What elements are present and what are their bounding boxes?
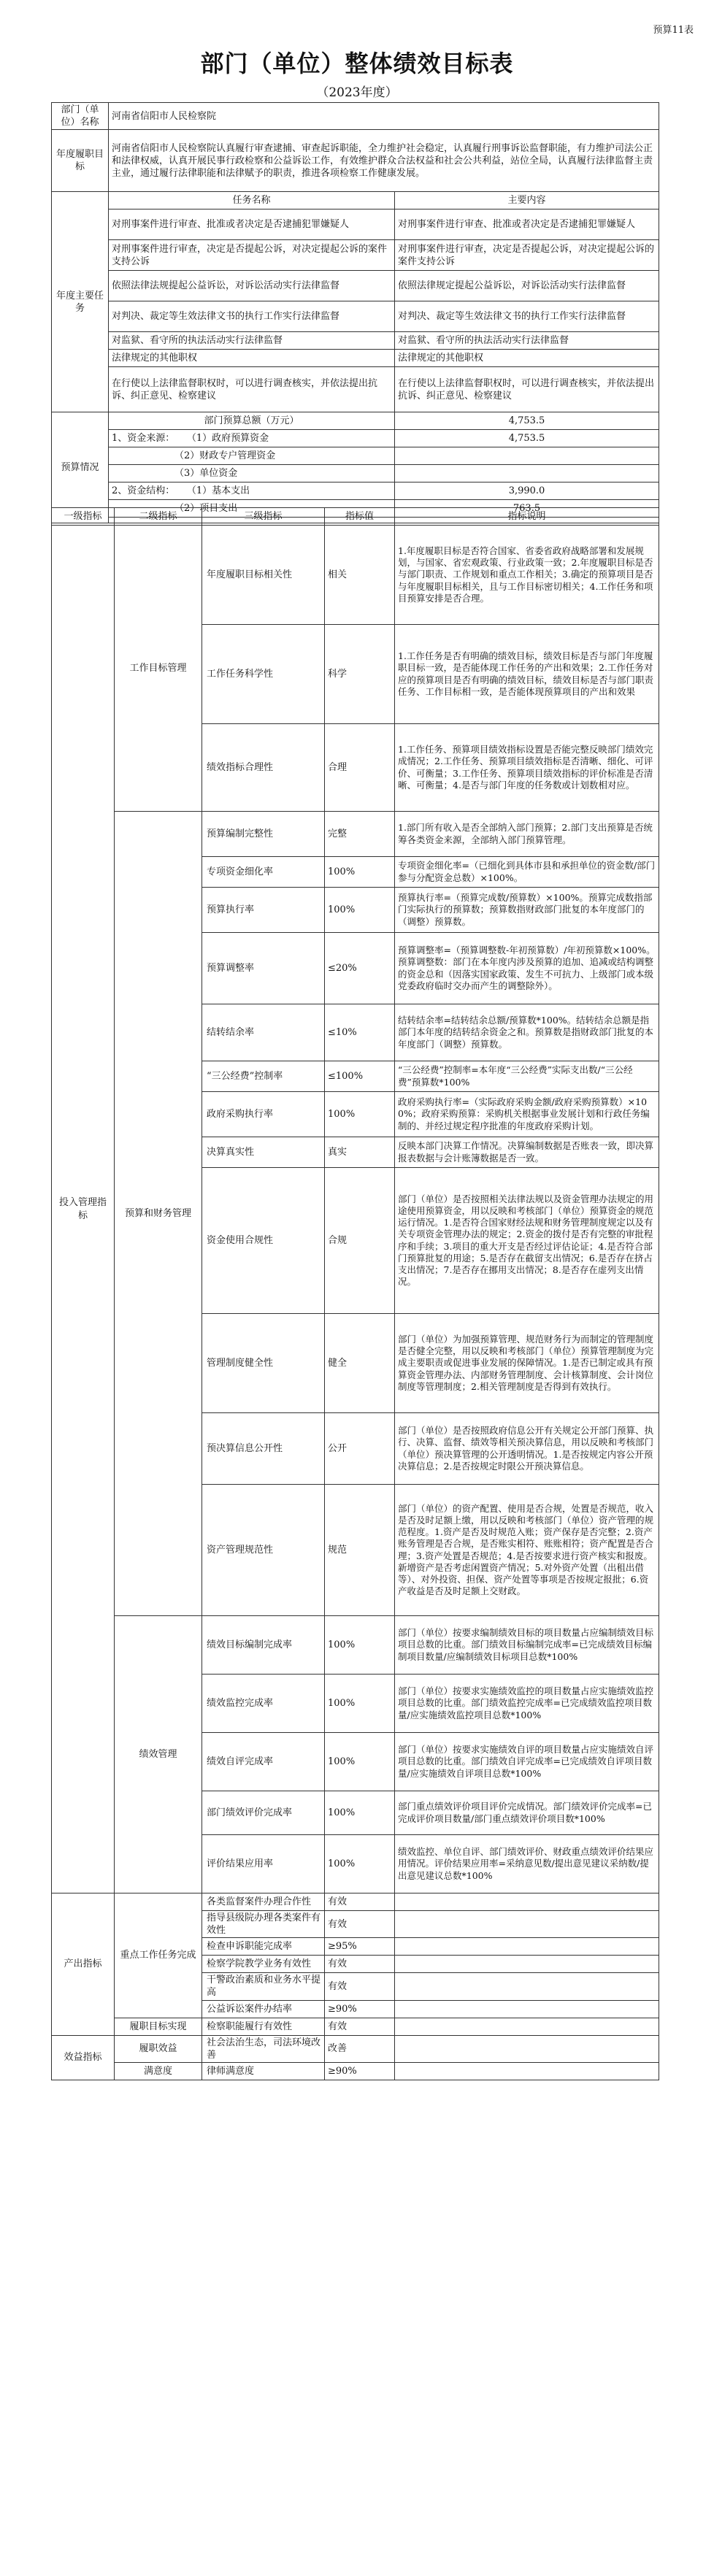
header-level2: 二级指标 [115,508,202,526]
level1-indicator: 投入管理指标 [52,526,115,1893]
indicator-desc: 部门（单位）是否按照政府信息公开有关规定公开部门预算、执行、决算、监督、绩效等相关预决算信息，用以反映和考核部门（单位）预决算管理的公开透明情况。1.是否按规定内容公开预决算信息；2.是否按规定时限公开预决算信息。 [395,1413,659,1485]
budget-structure-row [109,482,395,500]
level1-indicator: 产出指标 [52,1893,115,2036]
budget-source-item: （2）财政专户管理资金 [109,447,395,465]
task-name: 对刑事案件进行审查，决定是否提起公诉，对决定提起公诉的案件支持公诉 [109,240,395,271]
annual-target-text: 河南省信阳市人民检察院认真履行审查逮捕、审查起诉职能，全力维护社会稳定，认真履行刑事诉讼监督职能，有力维护司法公正和法律权威，认真开展民事行政检察和公益诉讼工作，有效维护群众合法权益和社会公共利益，站位全局，认真履行法律监督主责主业，通过履行法律职能和法律赋予的职责，推进各项检察工作健康发展。 [109,130,659,192]
level3-indicator: 社会法治生态，司法环境改善 [202,2035,325,2062]
indicator-desc [395,2018,659,2035]
header-value: 指标值 [325,508,395,526]
level3-indicator: 绩效自评完成率 [202,1733,325,1791]
indicator-value: 100% [325,1791,395,1835]
level3-indicator: 指导县级院办理各类案件有效性 [202,1911,325,1938]
budget-total-value: 4,753.5 [395,412,659,430]
indicator-desc [395,1911,659,1938]
indicator-value: 健全 [325,1314,395,1413]
annual-target-label: 年度履职目标 [52,130,109,192]
task-content: 对刑事案件进行审查、批准或者决定是否逮捕犯罪嫌疑人 [395,209,659,240]
task-name: 在行使以上法律监督职权时，可以进行调查核实，并依法提出抗诉、纠正意见、检察建议 [109,367,395,412]
level3-indicator: 检察职能履行有效性 [202,2018,325,2035]
indicator-value: ≥90% [325,2062,395,2080]
indicator-desc [395,2000,659,2018]
level3-indicator: 结转结余率 [202,1004,325,1061]
task-content: 对监狱、看守所的执法活动实行法律监督 [395,332,659,350]
level3-indicator: 预算执行率 [202,888,325,933]
task-name: 对判决、裁定等生效法律文书的执行工作实行法律监督 [109,301,395,332]
level3-indicator: 部门绩效评价完成率 [202,1791,325,1835]
page-tag: 预算11表 [653,25,694,36]
level3-indicator: 工作任务科学性 [202,625,325,724]
indicator-desc: 部门（单位）是否按照相关法律法规以及资金管理办法规定的用途使用预算资金，用以反映和考核部门（单位）预算资金的规范运行情况。1.是否符合国家财经法规和财务管理制度规定以及有关专项资金管理办法的规定；2.资金的拨付是否有完整的审批程序和手续；3.项目的重大开支是否经过评估论证；4.是否符合部门预算批复的用途；5.是否存在截留支出情况；6.是否存在挤占支出情况；7.是否存在挪用支出情况；8.是否存在虚列支出情况。 [395,1168,659,1314]
budget-source-item: （1）政府预算资金 [186,433,269,445]
indicator-row [52,1616,659,1675]
indicator-desc [395,1956,659,1973]
indicator-row [52,2035,659,2062]
budget-structure-value: 763.5 [395,500,659,518]
level2-indicator: 绩效管理 [115,1616,202,1893]
level3-indicator: 管理制度健全性 [202,1314,325,1413]
level3-indicator: 预算调整率 [202,933,325,1004]
indicator-desc: 政府采购执行率=（实际政府采购金额/政府采购预算数）×100%；政府采购预算：采购机关根据事业发展计划和行政任务编制的、并经过规定程序批准的年度政府采购计划。 [395,1092,659,1137]
level3-indicator: 各类监督案件办理合作性 [202,1893,325,1911]
task-name: 对监狱、看守所的执法活动实行法律监督 [109,332,395,350]
task-name: 对刑事案件进行审查、批准或者决定是否逮捕犯罪嫌疑人 [109,209,395,240]
indicator-desc: 专项资金细化率=（已细化到具体市县和承担单位的资金数/部门参与分配资金总数）×100%。 [395,857,659,888]
indicator-desc: 1.工作任务是否有明确的绩效目标，绩效目标是否与部门年度履职目标一致，是否能体现工作任务的产出和效果；2.工作任务对应的预算项目是否有明确的绩效目标，绩效目标是否与部门职责任务、工作目标相一致，是否能体现预算项目的产出和效果 [395,625,659,724]
budget-source-value: 4,753.5 [395,430,659,447]
budget-total-label: 部门预算总额（万元） [109,412,395,430]
level2-indicator: 工作目标管理 [115,526,202,812]
budget-source-row [109,430,395,447]
budget-source-value [395,465,659,482]
indicator-value: 相关 [325,526,395,625]
indicator-value: 规范 [325,1485,395,1616]
level3-indicator: 决算真实性 [202,1137,325,1168]
level3-indicator: 律师满意度 [202,2062,325,2080]
budget-structure-label: 2、资金结构： [112,485,175,497]
indicator-desc: 部门（单位）按要求实施绩效自评的项目数量占应实施绩效自评项目总数的比重。部门绩效自评完成率=已完成绩效自评项目数量/应实施绩效自评项目总数*100% [395,1733,659,1791]
budget-source-label: 1、资金来源： [112,433,175,445]
level3-indicator: 公益诉讼案件办结率 [202,2000,325,2018]
indicator-value: 改善 [325,2035,395,2062]
indicator-desc: 预算调整率=（预算调整数-年初预算数）/年初预算数×100%。预算调整数：部门在本年度内涉及预算的追加、追减或结构调整的资金总和（因落实国家政策、发生不可抗力、上级部门或本级党委政府临时交办而产生的调整除外）。 [395,933,659,1004]
indicator-value: ≤100% [325,1061,395,1092]
indicator-value: 真实 [325,1137,395,1168]
level3-indicator: 资金使用合规性 [202,1168,325,1314]
level2-indicator: 履职效益 [115,2035,202,2062]
indicator-row [52,2018,659,2035]
indicator-desc: 绩效监控、单位自评、部门绩效评价、财政重点绩效评价结果应用情况。评价结果应用率=采纳意见数/提出意见建议采纳数/提出意见建议总数*100% [395,1835,659,1893]
budget-structure-item: （2）项目支出 [109,500,395,518]
indicator-desc [395,1893,659,1911]
indicator-value: ≤20% [325,933,395,1004]
task-content-header: 主要内容 [395,192,659,209]
level3-indicator: 评价结果应用率 [202,1835,325,1893]
indicator-value: 100% [325,1616,395,1675]
indicator-table [51,507,659,2080]
indicator-desc: 部门（单位）为加强预算管理、规范财务行为而制定的管理制度是否健全完整，用以反映和考核部门（单位）预算管理制度为完成主要职责或促进事业发展的保障情况。1.是否已制定或具有预算资金管理办法、内部财务管理制度、会计核算制度、会计岗位制度等管理制度；2.相关管理制度是否得到有效执行。 [395,1314,659,1413]
level3-indicator: 干警政治素质和业务水平提高 [202,1973,325,2000]
indicator-value: 公开 [325,1413,395,1485]
level3-indicator: 政府采购执行率 [202,1092,325,1137]
level3-indicator: 预算编制完整性 [202,812,325,857]
header-desc: 指标说明 [395,508,659,526]
indicator-desc [395,2062,659,2080]
indicator-value: 有效 [325,1911,395,1938]
budget-source-value [395,447,659,465]
unit-value: 河南省信阳市人民检察院 [109,103,659,130]
header-level3: 三级指标 [202,508,325,526]
indicator-desc [395,1938,659,1956]
indicator-value: 100% [325,857,395,888]
page-title: 部门（单位）整体绩效目标表 [200,50,514,77]
indicator-value: 有效 [325,2018,395,2035]
indicator-value: 完整 [325,812,395,857]
budget-label: 预算情况 [52,412,109,523]
task-content: 对判决、裁定等生效法律文书的执行工作实行法律监督 [395,301,659,332]
indicator-value: ≥90% [325,2000,395,2018]
indicator-value: 有效 [325,1956,395,1973]
indicator-desc: 部门（单位）的资产配置、使用是否合规，处置是否规范，收入是否及时足额上缴，用以反映和考核部门（单位）资产管理的规范程度。1.资产是否及时规范入账；资产保存是否完整；2.资产账务管理是否合规，是否账实相符、账账相符；资产配置是否合理；3.资产处置是否规范；4.是否按要求进行资产核实和报废。新增资产是否考虑闲置资产情况；5.对外资产处置（出租出借等）、对外投资、担保、资产处置等事项是否按规定报批；6.资产收益是否及时足额上交财政。 [395,1485,659,1616]
indicator-desc: 1.年度履职目标是否符合国家、省委省政府战略部署和发展规划，与国家、省宏观政策、行业政策一致；2.年度履职目标是否与部门职责、工作规划和重点工作相关；3.确定的预算项目是否与年度履职目标相关，且与工作目标密切相关；4.工作任务和项目预算安排是否合理。 [395,526,659,625]
task-name-header: 任务名称 [109,192,395,209]
level3-indicator: 绩效目标编制完成率 [202,1616,325,1675]
level3-indicator: 资产管理规范性 [202,1485,325,1616]
budget-structure-value: 3,990.0 [395,482,659,500]
indicator-value: 100% [325,1835,395,1893]
level1-indicator: 效益指标 [52,2035,115,2080]
indicator-value: 100% [325,1092,395,1137]
budget-structure-item: （1）基本支出 [186,485,250,497]
indicator-value: 100% [325,1675,395,1733]
summary-table [51,102,659,523]
indicator-value: 100% [325,888,395,933]
indicator-desc: 部门（单位）按要求实施绩效监控的项目数量占应实施绩效监控项目总数的比重。部门绩效监控完成率=已完成绩效监控项目数量/应实施绩效监控项目总数*100% [395,1675,659,1733]
indicator-row [52,812,659,857]
indicator-desc: 结转结余率=结转结余总额/预算数*100%。结转结余总额是指部门本年度的结转结余资金之和。预算数是指财政部门批复的本年度部门（调整）预算数。 [395,1004,659,1061]
level3-indicator: 预决算信息公开性 [202,1413,325,1485]
indicator-desc: 1.部门所有收入是否全部纳入部门预算；2.部门支出预算是否统筹各类资金来源，全部纳入部门预算管理。 [395,812,659,857]
indicator-value: 科学 [325,625,395,724]
indicator-value: ≤10% [325,1004,395,1061]
indicator-value: 合理 [325,724,395,812]
unit-label: 部门（单位）名称 [52,103,109,130]
main-tasks-label: 年度主要任务 [52,192,109,412]
indicator-value: 有效 [325,1973,395,2000]
level3-indicator: 绩效指标合理性 [202,724,325,812]
task-name: 依照法律法规提起公益诉讼，对诉讼活动实行法律监督 [109,271,395,301]
level2-indicator: 重点工作任务完成 [115,1893,202,2018]
indicator-row [52,1893,659,1911]
indicator-desc [395,2035,659,2062]
indicator-row [52,526,659,625]
indicator-desc: 1.工作任务、预算项目绩效指标设置是否能完整反映部门绩效完成情况；2.工作任务、预算项目绩效指标是否清晰、细化、可评价、可衡量；3.工作任务、预算项目绩效指标的评价标准是否清晰、可衡量；4.是否与部门年度的任务数或计划数相对应。 [395,724,659,812]
level3-indicator: 绩效监控完成率 [202,1675,325,1733]
header-level1: 一级指标 [52,508,115,526]
level3-indicator: 检察学院教学业务有效性 [202,1956,325,1973]
indicator-desc: 部门（单位）按要求编制绩效目标的项目数量占应编制绩效目标项目总数的比重。部门绩效目标编制完成率=已完成绩效目标编制项目数量/应编制绩效目标项目总数*100% [395,1616,659,1675]
indicator-desc: “三公经费”控制率=本年度“三公经费”实际支出数/“三公经费”预算数*100% [395,1061,659,1092]
task-name: 法律规定的其他职权 [109,350,395,367]
task-content: 依照法律规定提起公益诉讼，对诉讼活动实行法律监督 [395,271,659,301]
level3-indicator: 检查申诉职能完成率 [202,1938,325,1956]
task-content: 在行使以上法律监督职权时，可以进行调查核实，并依法提出抗诉、纠正意见、检察建议 [395,367,659,412]
task-content: 法律规定的其他职权 [395,350,659,367]
level3-indicator: 专项资金细化率 [202,857,325,888]
indicator-row [52,2062,659,2080]
indicator-desc: 部门重点绩效评价项目评价完成情况。部门绩效评价完成率=已完成评价项目数量/部门重点绩效评价项目数*100% [395,1791,659,1835]
level3-indicator: 年度履职目标相关性 [202,526,325,625]
indicator-value: ≥95% [325,1938,395,1956]
indicator-desc [395,1973,659,2000]
indicator-desc: 预算执行率=（预算完成数/预算数）×100%。预算完成数指部门实际执行的预算数；预算数指财政部门批复的本年度部门的（调整）预算数。 [395,888,659,933]
page-subtitle: （2023年度） [316,85,398,100]
indicator-value: 合规 [325,1168,395,1314]
level2-indicator: 履职目标实现 [115,2018,202,2035]
budget-source-item: （3）单位资金 [109,465,395,482]
task-content: 对刑事案件进行审查，决定是否提起公诉，对决定提起公诉的案件支持公诉 [395,240,659,271]
indicator-value: 有效 [325,1893,395,1911]
level2-indicator: 预算和财务管理 [115,812,202,1616]
indicator-desc: 反映本部门决算工作情况。决算编制数据是否账表一致，即决算报表数据与会计账簿数据是否一致。 [395,1137,659,1168]
level3-indicator: “三公经费”控制率 [202,1061,325,1092]
level2-indicator: 满意度 [115,2062,202,2080]
indicator-value: 100% [325,1733,395,1791]
